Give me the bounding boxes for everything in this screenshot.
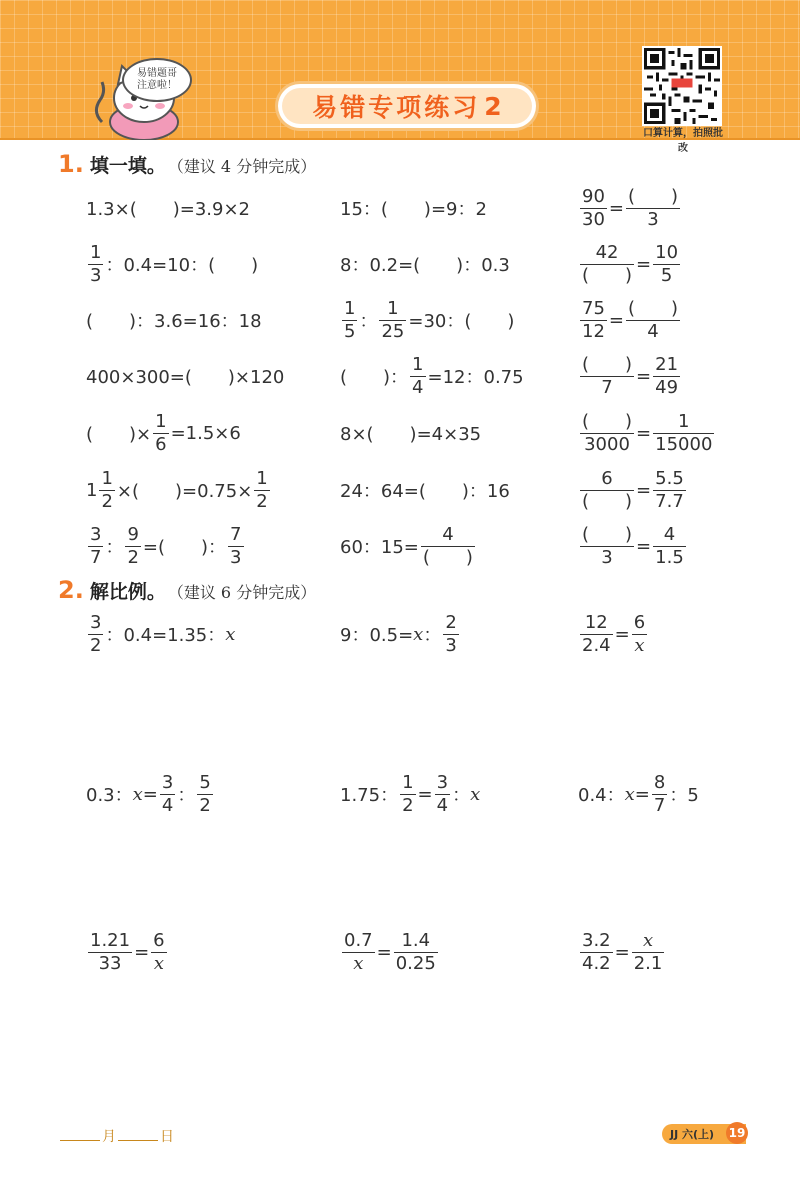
- section2-heading: [58, 576, 316, 604]
- expr-text: =( )：: [142, 537, 227, 558]
- fraction: [580, 411, 634, 456]
- expr-text: =12：0.75: [427, 367, 524, 388]
- bubble-line2: 注意啦！: [137, 80, 177, 91]
- problem[interactable]: [340, 462, 510, 518]
- problem[interactable]: [86, 292, 262, 348]
- variable-x: x: [225, 623, 236, 645]
- numerator: 1: [256, 467, 268, 489]
- header-band: [0, 0, 800, 154]
- problem[interactable]: [578, 292, 682, 348]
- section1-title: 填一填。: [89, 155, 166, 177]
- problem[interactable]: [578, 236, 682, 292]
- numerator: 5: [199, 771, 211, 793]
- expr-text: 1.75：: [340, 785, 399, 806]
- numerator: 1: [387, 297, 399, 319]
- expr-text: ：: [452, 785, 471, 806]
- section1-row: [86, 348, 726, 404]
- proportion-problem[interactable]: [86, 766, 215, 822]
- numerator: 1: [402, 771, 414, 793]
- denominator: 4.2: [582, 952, 611, 974]
- expr-text: ：0.4=10：( ): [105, 255, 259, 276]
- fraction: [125, 524, 140, 569]
- expr-text: =30：( ): [408, 311, 515, 332]
- denominator: 3000: [584, 433, 630, 455]
- book-label: JJ 六(上): [662, 1124, 746, 1144]
- numerator: x: [642, 929, 654, 951]
- proportion-problem[interactable]: [86, 924, 169, 980]
- numerator: ( ): [582, 523, 633, 545]
- day-label: 日: [160, 1129, 174, 1145]
- expr-text: =: [636, 253, 652, 275]
- numerator: 10: [655, 241, 679, 263]
- numerator: ( ): [582, 410, 633, 432]
- numerator: 6: [633, 611, 646, 633]
- fraction: [580, 242, 634, 287]
- numerator: 3: [90, 611, 102, 633]
- expr-text: =: [376, 941, 392, 963]
- numerator: 7: [230, 523, 242, 545]
- denominator: ( ): [582, 490, 633, 512]
- fraction: [153, 411, 168, 456]
- section1-row: [86, 462, 726, 518]
- denominator: 5: [344, 320, 356, 342]
- denominator: 33: [98, 952, 122, 974]
- denominator: 2: [256, 490, 268, 512]
- problem[interactable]: [578, 405, 716, 461]
- denominator: 3: [90, 264, 102, 286]
- problem[interactable]: [340, 405, 481, 461]
- section1-row: [86, 292, 726, 348]
- expr-text: =: [636, 365, 652, 387]
- denominator: 2: [101, 490, 113, 512]
- fraction: [580, 524, 634, 569]
- numerator: 75: [582, 297, 605, 319]
- expr-text: 8：0.2=( )：0.3: [340, 255, 510, 276]
- expr-text: =: [608, 309, 624, 331]
- numerator: 1: [412, 353, 424, 375]
- denominator: 0.25: [395, 952, 436, 974]
- fraction: [88, 242, 103, 287]
- expr-text: =: [134, 941, 150, 963]
- fraction: [421, 524, 475, 569]
- fraction: [626, 186, 680, 231]
- fraction: [342, 930, 375, 975]
- date-field[interactable]: [58, 1126, 174, 1146]
- section1-row: [86, 236, 726, 292]
- section2-hint: （建议 6 分钟完成）: [167, 583, 317, 602]
- expr-text: ：: [177, 785, 196, 806]
- fraction: [580, 298, 607, 343]
- denominator: 2.4: [582, 634, 611, 656]
- day-blank[interactable]: [118, 1140, 158, 1141]
- numerator: 42: [595, 241, 619, 263]
- numerator: 2: [445, 611, 457, 633]
- fraction: [88, 930, 132, 975]
- fraction: [99, 468, 114, 513]
- numerator: 3: [161, 771, 174, 793]
- numerator: ( ): [628, 297, 679, 319]
- section1-number: 1.: [58, 150, 84, 178]
- qr-code-icon[interactable]: [642, 46, 722, 126]
- expr-text: ( )×: [86, 424, 152, 445]
- expr-text: =: [614, 623, 630, 645]
- fraction: [228, 524, 243, 569]
- qr-caption: 口算计算，拍照批改: [643, 128, 723, 154]
- denominator: 49: [655, 376, 679, 398]
- month-blank[interactable]: [60, 1140, 100, 1141]
- denominator: 15000: [655, 433, 713, 455]
- expr-text: 15：( )=9：2: [340, 199, 487, 220]
- denominator: 2: [199, 794, 211, 816]
- expr-text: 1.3×( )=3.9×2: [86, 199, 250, 220]
- fraction: [400, 772, 415, 817]
- numerator: 3.2: [582, 929, 611, 951]
- problem[interactable]: [340, 180, 487, 236]
- expr-text: =: [636, 479, 652, 501]
- denominator: x: [353, 952, 364, 974]
- denominator: 4: [647, 320, 659, 342]
- problem[interactable]: [86, 348, 284, 404]
- fraction: [394, 930, 438, 975]
- fraction: [410, 354, 425, 399]
- page-title: [278, 84, 536, 128]
- denominator: 2: [402, 794, 414, 816]
- expr-text: =: [614, 941, 630, 963]
- denominator: 7.7: [655, 490, 684, 512]
- variable-x: x: [624, 783, 635, 805]
- section2-number: 2.: [58, 576, 84, 604]
- denominator: 4: [412, 376, 424, 398]
- fraction: [632, 612, 647, 657]
- problem[interactable]: [340, 348, 524, 404]
- fraction: [580, 930, 613, 975]
- denominator: 3: [647, 208, 659, 230]
- expr-text: 400×300=( )×120: [86, 367, 285, 388]
- proportion-problem[interactable]: [578, 924, 666, 980]
- denominator: 7: [601, 376, 613, 398]
- expr-text: =: [608, 197, 624, 219]
- page-number: 19: [726, 1122, 748, 1144]
- proportion-problem[interactable]: [578, 766, 699, 822]
- denominator: 5: [660, 264, 673, 286]
- denominator: 25: [381, 320, 405, 342]
- numerator: 1: [90, 241, 102, 263]
- expr-text: ：0.4=1.35：: [105, 625, 226, 646]
- fraction: [653, 242, 680, 287]
- denominator: 12: [582, 320, 605, 342]
- fraction: [580, 468, 634, 513]
- denominator: ( ): [422, 546, 473, 568]
- expr-text: 24：64=( )：16: [340, 481, 510, 502]
- section1-heading: [58, 150, 316, 178]
- page-title-number: 2: [484, 91, 502, 121]
- expr-text: ( )：3.6=16：18: [86, 311, 262, 332]
- fraction: [580, 354, 634, 399]
- numerator: 1.21: [90, 929, 131, 951]
- denominator: 4: [436, 794, 449, 816]
- problem[interactable]: [340, 518, 477, 574]
- fraction: [254, 468, 269, 513]
- problem[interactable]: [86, 405, 241, 461]
- denominator: 2: [127, 546, 139, 568]
- fraction: [435, 772, 450, 817]
- numerator: 1: [155, 410, 167, 432]
- expr-text: ：: [105, 537, 124, 558]
- numerator: 5.5: [655, 467, 684, 489]
- expr-text: ：: [359, 311, 378, 332]
- expr-text: =1.5×6: [170, 422, 241, 444]
- expr-text: =: [142, 783, 158, 805]
- expr-text: =: [636, 422, 652, 444]
- numerator: 1: [101, 467, 113, 489]
- problem[interactable]: [340, 236, 510, 292]
- denominator: x: [634, 634, 645, 656]
- fraction: [443, 612, 458, 657]
- fraction: [580, 612, 613, 657]
- denominator: 7: [653, 794, 666, 816]
- problem[interactable]: [578, 180, 682, 236]
- expr-text: 9：0.5=: [340, 625, 414, 646]
- numerator: 9: [127, 523, 139, 545]
- expr-text: 1: [86, 479, 98, 501]
- expr-text: 8×( )=4×35: [340, 424, 482, 445]
- denominator: 2: [90, 634, 102, 656]
- problem[interactable]: [578, 348, 682, 404]
- fraction: [653, 411, 714, 456]
- numerator: ( ): [628, 185, 679, 207]
- month-label: 月: [102, 1129, 116, 1145]
- numerator: 1.4: [401, 929, 431, 951]
- denominator: 6: [155, 433, 167, 455]
- section1-row: [86, 518, 726, 574]
- fraction: [342, 298, 357, 343]
- expr-text: 0.4：: [578, 785, 625, 806]
- fraction: [653, 468, 686, 513]
- fraction: [653, 524, 686, 569]
- denominator: 3: [445, 634, 457, 656]
- problem[interactable]: [578, 518, 688, 574]
- section2-title: 解比例。: [89, 581, 166, 603]
- fraction: [88, 612, 103, 657]
- fraction: [88, 524, 103, 569]
- denominator: x: [153, 952, 164, 974]
- numerator: 90: [582, 185, 605, 207]
- numerator: 1: [678, 410, 690, 432]
- fraction: [653, 354, 680, 399]
- denominator: 2.1: [633, 952, 663, 974]
- expr-text: ：: [423, 625, 442, 646]
- problem[interactable]: [578, 462, 688, 518]
- section2-row: [86, 766, 726, 822]
- denominator: 30: [582, 208, 605, 230]
- expr-text: =: [636, 535, 652, 557]
- problem[interactable]: [86, 236, 258, 292]
- denominator: 4: [161, 794, 174, 816]
- fraction: [151, 930, 166, 975]
- variable-x: x: [132, 783, 143, 805]
- proportion-problem[interactable]: [578, 606, 649, 662]
- numerator: 6: [153, 929, 165, 951]
- numerator: 21: [655, 353, 679, 375]
- variable-x: x: [413, 623, 424, 645]
- numerator: 8: [653, 771, 666, 793]
- section1-row: [86, 180, 726, 236]
- numerator: 0.7: [344, 929, 373, 951]
- fraction: [626, 298, 680, 343]
- fraction: [652, 772, 667, 817]
- proportion-problem[interactable]: [340, 606, 461, 662]
- denominator: 3: [601, 546, 613, 568]
- problem[interactable]: [86, 462, 272, 518]
- section2-row: [86, 606, 726, 662]
- speech-bubble: [122, 58, 192, 102]
- expr-text: ( )：: [340, 367, 409, 388]
- expr-text: =: [634, 783, 650, 805]
- denominator: 1.5: [655, 546, 684, 568]
- proportion-problem[interactable]: [340, 766, 480, 822]
- numerator: 3: [90, 523, 102, 545]
- section1-row: [86, 405, 726, 461]
- numerator: 12: [584, 611, 608, 633]
- expr-text: 0.3：: [86, 785, 133, 806]
- proportion-problem[interactable]: [86, 606, 235, 662]
- expr-text: ×( )=0.75×: [116, 481, 253, 502]
- denominator: 7: [90, 546, 102, 568]
- section2-row: [86, 924, 726, 980]
- expr-text: 60：15=: [340, 537, 419, 558]
- fraction: [580, 186, 607, 231]
- problem[interactable]: [86, 518, 246, 574]
- fraction: [632, 930, 665, 975]
- variable-x: x: [470, 783, 481, 805]
- proportion-problem[interactable]: [340, 924, 440, 980]
- expr-text: ：5: [669, 785, 699, 806]
- denominator: 3: [230, 546, 242, 568]
- denominator: ( ): [582, 264, 633, 286]
- fraction: [160, 772, 175, 817]
- expr-text: =: [417, 783, 433, 805]
- fraction: [197, 772, 212, 817]
- numerator: 1: [344, 297, 356, 319]
- problem[interactable]: [86, 180, 250, 236]
- bubble-line1: 易错题哥: [137, 68, 177, 79]
- problem[interactable]: [340, 292, 514, 348]
- numerator: 6: [601, 467, 613, 489]
- numerator: 3: [436, 771, 449, 793]
- numerator: 4: [442, 523, 454, 545]
- numerator: 4: [663, 523, 676, 545]
- numerator: ( ): [582, 353, 633, 375]
- section1-hint: （建议 4 分钟完成）: [167, 157, 317, 176]
- page-title-text: 易错专项练习: [312, 93, 481, 122]
- fraction: [379, 298, 406, 343]
